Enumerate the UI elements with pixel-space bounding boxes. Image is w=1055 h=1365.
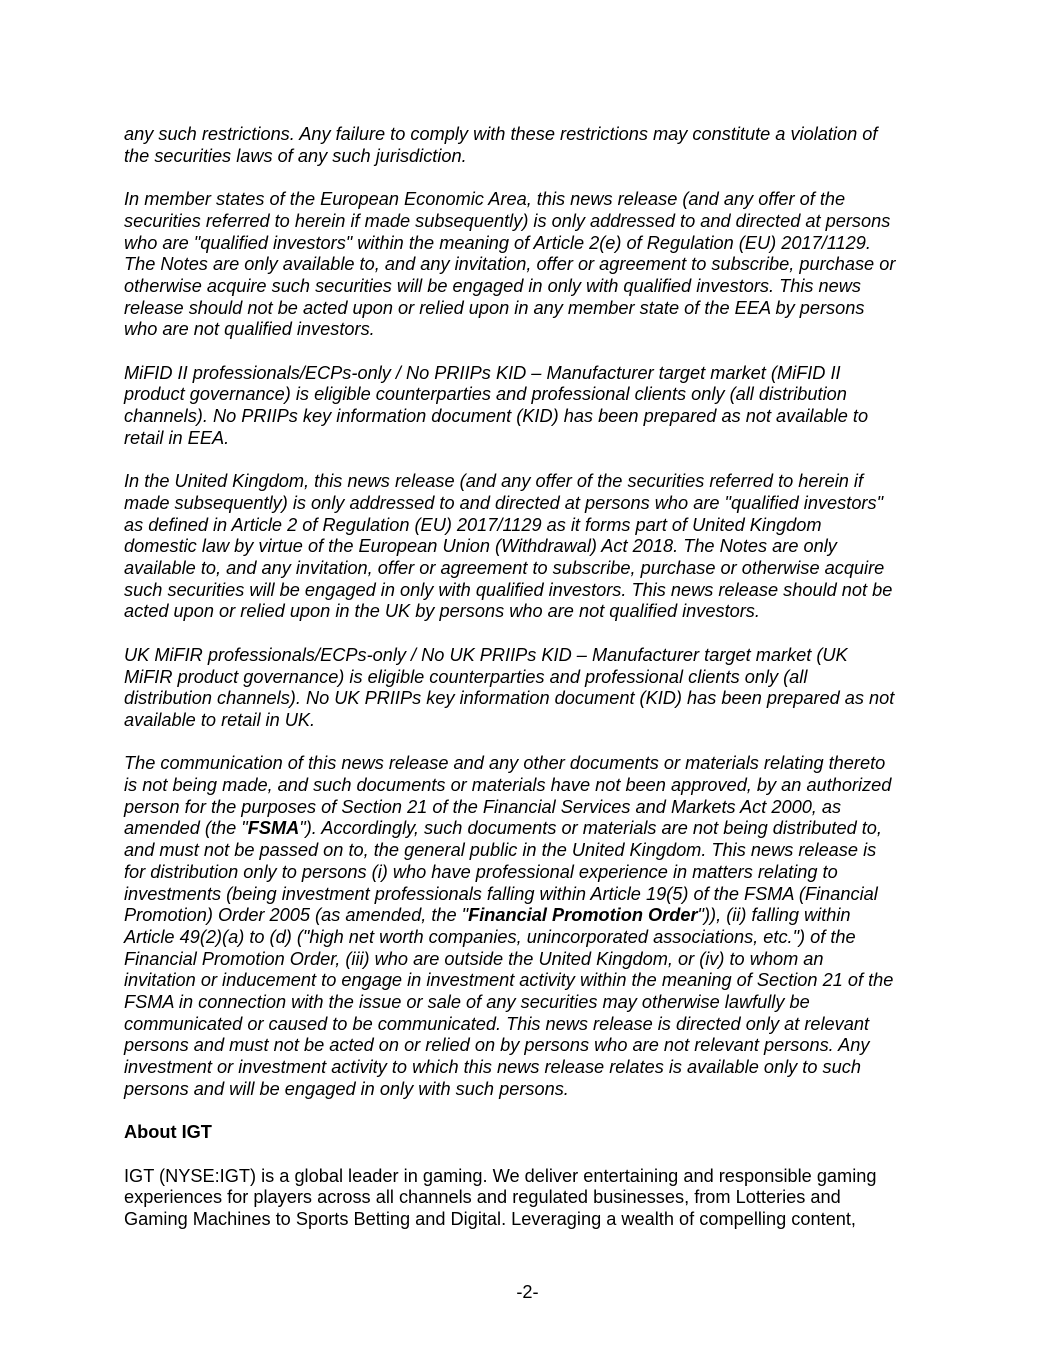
about-igt-paragraph: IGT (NYSE:IGT) is a global leader in gaming. We deliver entertaining and responsible gaming experiences for players across all channels and regulated businesses, from Lotteries and Gaming Machines to Sports Betting and Digital. Leveraging a wealth of compelling content, bbox=[124, 1165, 877, 1230]
fsma-paragraph: The communication of this news release and any other documents or materials relating thereto is not being made, and such documents or materials have not been approved, by an authorized person for the purposes of Section 21 of the Financial Services and Markets Act 2000, as amended (the "FSMA"). Accordingly, such documents or materials are not being distributed to, and must not be passed on to, the general public in the United Kingdom. This news release is for distribution only to persons (i) who have professional experience in matters relating to investments (being investment professionals falling within Article 19(5) of the FSMA (Financial Promotion) Order 2005 (as amended, the "Financial Promotion Order")), (ii) falling within Article 49(2)(a) to (d) ("high net worth companies, unincorporated associations, etc.") of the Financial Promotion Order, (iii) who are outside the United Kingdom, or (iv) to whom an invitation or inducement to engage in investment activity within the meaning of Section 21 of the FSMA in connection with the issue or sale of any securities may otherwise lawfully be communicated or caused to be communicated. This news release is directed only at relevant persons and must not be acted on or relied on by persons who are not relevant persons. Any investment or investment activity to which this news release relates is available only to such persons and will be engaged in only with such persons. bbox=[124, 753, 894, 1099]
uk-mifir-paragraph: UK MiFIR professionals/ECPs-only / No UK PRIIPs KID – Manufacturer target market (UK MiFIR product governance) is eligible counterparties and professional clients only (all distribution channels). No UK PRIIPs key information document (KID) has been prepared as not available to retail in UK. bbox=[124, 644, 895, 730]
eea-paragraph: In member states of the European Economic Area, this news release (and any offer of the securities referred to herein if made subsequently) is only addressed to and directed at persons who are "qualified investors" within the meaning of Article 2(e) of Regulation (EU) 2017/1129. The Notes are only available to, and any invitation, offer or agreement to subscribe, purchase or otherwise acquire such securities will be engaged in only with qualified investors. This news release should not be acted upon or relied upon in any member state of the EEA by persons who are not qualified investors. bbox=[124, 189, 896, 340]
page-number: -2- bbox=[516, 1282, 539, 1302]
restrictions-paragraph: any such restrictions. Any failure to comply with these restrictions may constitute a violation of the securities laws of any such jurisdiction. bbox=[124, 124, 878, 166]
document-page bbox=[124, 124, 934, 1252]
mifid-paragraph: MiFID II professionals/ECPs-only / No PRIIPs KID – Manufacturer target market (MiFID II product governance) is eligible counterparties and professional clients only (all distribution channels). No PRIIPs key information document (KID) has been prepared as not available to retail in EEA. bbox=[124, 362, 869, 448]
uk-paragraph: In the United Kingdom, this news release (and any offer of the securities referred to herein if made subsequently) is only addressed to and directed at persons who are "qualified investors" as defined in Article 2 of Regulation (EU) 2017/1129 as it forms part of United Kingdom domestic law by virtue of the European Union (Withdrawal) Act 2018. The Notes are only available to, and any invitation, offer or agreement to subscribe, purchase or otherwise acquire such securities will be engaged in only with qualified investors. This news release should not be acted upon or relied upon in the UK by persons who are not qualified investors. bbox=[124, 471, 893, 622]
financial-promotion-order-defined-term: Financial Promotion Order bbox=[468, 905, 698, 926]
fsma-defined-term: FSMA bbox=[247, 818, 300, 839]
about-igt-heading: About IGT bbox=[124, 1122, 212, 1143]
